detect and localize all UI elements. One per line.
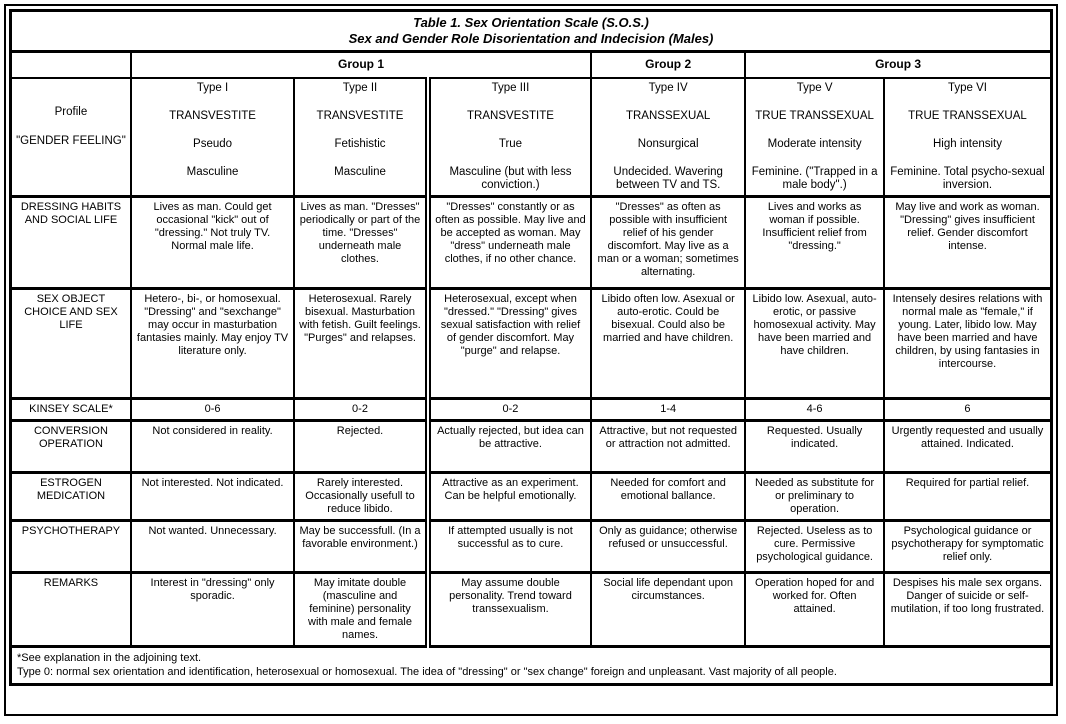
table-cell: Intensely desires relations with normal male as "female," if young. Later, libido low. May have been married and have children, by using fantasies in intercourse. (884, 288, 1052, 398)
type4-profile-cell (591, 78, 745, 197)
type4-heading: Type IV (648, 81, 688, 94)
type1-heading: Type I (196, 81, 229, 94)
type2-profile-cell (294, 78, 428, 197)
table-cell: Needed as substitute for or preliminary to operation. (745, 472, 884, 520)
table-cell: Social life dependant upon circumstances. (591, 572, 745, 646)
row-label-conversion-operation: CONVERSION OPERATION (11, 420, 131, 472)
table-cell: Rejected. Useless as to cure. Permissive psychological guidance. (745, 520, 884, 572)
type6-profile-cell (884, 78, 1052, 197)
row-label-psychotherapy: PSYCHOTHERAPY (11, 520, 131, 572)
table-cell: Actually rejected, but idea can be attractive. (428, 420, 591, 472)
row-label-profile (11, 78, 131, 197)
table-cell: "Dresses" constantly or as often as possible. May live and be accepted as woman. May "dress" underneath male clothes, if no other chance. (428, 196, 591, 288)
type3-name: TRANSVESTITE (467, 109, 554, 122)
type4-subtype: Nonsurgical (637, 137, 699, 150)
type5-profile-cell (745, 78, 884, 197)
table-cell: Interest in "dressing" only sporadic. (131, 572, 294, 646)
table-cell: Heterosexual. Rarely bisexual. Masturbation with fetish. Guilt feelings. "Purges" and relapses. (294, 288, 428, 398)
type1-feeling: Masculine (186, 165, 239, 178)
footnote-line1: *See explanation in the adjoining text. (17, 651, 202, 664)
row-psychotherapy (11, 520, 1052, 572)
table-cell: May imitate double (masculine and feminine) personality with male and female names. (294, 572, 428, 646)
group-header-row (11, 52, 1052, 78)
sex-orientation-scale-table (9, 9, 1053, 686)
table-title-line2: Sex and Gender Role Disorientation and Indecision (Males) (348, 31, 714, 46)
type3-profile-cell (428, 78, 591, 197)
table-outer-frame (4, 4, 1058, 716)
table-cell: Rarely interested. Occasionally usefull to reduce libido. (294, 472, 428, 520)
group3-header: Group 3 (745, 52, 1051, 78)
profile-label-line2: "GENDER FEELING" (16, 134, 126, 147)
type1-subtype: Pseudo (193, 137, 233, 150)
type4-feeling: Undecided. Wavering between TV and TS. (613, 165, 723, 191)
type2-name: TRANSVESTITE (316, 109, 404, 122)
table-title-line1: Table 1. Sex Orientation Scale (S.O.S.) (413, 15, 649, 30)
table-cell: Lives as man. "Dresses" periodically or part of the time. "Dresses" underneath male clothes. (294, 196, 428, 288)
row-kinsey-scale (11, 398, 1052, 420)
table-cell: Lives and works as woman if possible. Insufficient relief from "dressing." (745, 196, 884, 288)
table-cell: Operation hoped for and worked for. Often attained. (745, 572, 884, 646)
group2-header: Group 2 (591, 52, 745, 78)
type3-subtype: True (498, 137, 523, 150)
table-cell: Libido low. Asexual, auto-erotic, or passive homosexual activity. May have been married and have children. (745, 288, 884, 398)
table-cell: Psychological guidance or psychotherapy for symptomatic relief only. (884, 520, 1052, 572)
table-cell: "Dresses" as often as possible with insufficient relief of his gender discomfort. May live as a man or a woman; sometimes alternating. (591, 196, 745, 288)
table-cell: 4-6 (745, 398, 884, 420)
table-cell: May live and work as woman. "Dressing" gives insufficient relief. Gender discomfort intense. (884, 196, 1052, 288)
row-label-remarks: REMARKS (11, 572, 131, 646)
table-cell: Lives as man. Could get occasional "kick" out of "dressing." Not truly TV. Normal male life. (131, 196, 294, 288)
table-cell: 0-2 (294, 398, 428, 420)
table-cell: Libido often low. Asexual or auto-erotic. Could be bisexual. Could also be married and have children. (591, 288, 745, 398)
type6-feeling: Feminine. Total psycho-sexual inversion. (890, 165, 1045, 191)
type5-subtype: Moderate intensity (767, 137, 862, 150)
table-cell: Requested. Usually indicated. (745, 420, 884, 472)
type5-name: TRUE TRANSSEXUAL (755, 109, 874, 122)
row-label-estrogen-medication: ESTROGEN MEDICATION (11, 472, 131, 520)
table-cell: Required for partial relief. (884, 472, 1052, 520)
row-label-dressing-habits: DRESSING HABITS AND SOCIAL LIFE (11, 196, 131, 288)
table-cell: Rejected. (294, 420, 428, 472)
type1-name: TRANSVESTITE (169, 109, 256, 122)
type5-heading: Type V (796, 81, 833, 94)
group-header-empty-cell (11, 52, 131, 78)
table-cell: 1-4 (591, 398, 745, 420)
table-cell: Needed for comfort and emotional ballance. (591, 472, 745, 520)
group1-header: Group 1 (131, 52, 591, 78)
footnote-line2: Type 0: normal sex orientation and identification, heterosexual or homosexual. The idea of "dressing" or "sex change" foreign and unpleasant. Vast majority of all people. (17, 665, 837, 678)
type6-heading: Type VI (947, 81, 987, 94)
profile-row (11, 78, 1052, 197)
table-cell: 0-6 (131, 398, 294, 420)
table-cell: May be successfull. (In a favorable environment.) (294, 520, 428, 572)
row-dressing-habits (11, 196, 1052, 288)
profile-label-line1: Profile (54, 105, 88, 118)
table-cell: Hetero-, bi-, or homosexual. "Dressing" and "sexchange" may occur in masturbation fantasies mainly. May enjoy TV literature only. (131, 288, 294, 398)
row-sex-object-choice (11, 288, 1052, 398)
footnote-row (11, 646, 1052, 684)
footnotes (11, 646, 1052, 684)
row-conversion-operation (11, 420, 1052, 472)
table-cell: Despises his male sex organs. Danger of suicide or self-mutilation, if too long frustrated. (884, 572, 1052, 646)
type6-name: TRUE TRANSSEXUAL (908, 109, 1027, 122)
type3-heading: Type III (491, 81, 530, 94)
type2-feeling: Masculine (334, 165, 386, 178)
table-cell: 6 (884, 398, 1052, 420)
table-cell: Not considered in reality. (131, 420, 294, 472)
table-title-row (11, 11, 1052, 52)
table-cell: 0-2 (428, 398, 591, 420)
type4-name: TRANSSEXUAL (625, 109, 711, 122)
table-cell: Not interested. Not indicated. (131, 472, 294, 520)
type5-feeling: Feminine. ("Trapped in a male body".) (751, 165, 878, 191)
table-cell: Urgently requested and usually attained. Indicated. (884, 420, 1052, 472)
table-cell: If attempted usually is not successful as to cure. (428, 520, 591, 572)
table-cell: May assume double personality. Trend toward transsexualism. (428, 572, 591, 646)
type2-subtype: Fetishistic (334, 137, 386, 150)
row-estrogen-medication (11, 472, 1052, 520)
type3-feeling: Masculine (but with less conviction.) (449, 165, 572, 191)
table-cell: Attractive, but not requested or attraction not admitted. (591, 420, 745, 472)
table-title (11, 11, 1052, 52)
table-cell: Attractive as an experiment. Can be helpful emotionally. (428, 472, 591, 520)
type2-heading: Type II (342, 81, 378, 94)
table-cell: Only as guidance; otherwise refused or unsuccessful. (591, 520, 745, 572)
type6-subtype: High intensity (932, 137, 1003, 150)
row-remarks (11, 572, 1052, 646)
row-label-sex-object-choice: SEX OBJECT CHOICE AND SEX LIFE (11, 288, 131, 398)
type1-profile-cell (131, 78, 294, 197)
row-label-kinsey-scale: KINSEY SCALE* (11, 398, 131, 420)
table-cell: Heterosexual, except when "dressed." "Dressing" gives sexual satisfaction with relief of gender discomfort. May "purge" and relapse. (428, 288, 591, 398)
table-cell: Not wanted. Unnecessary. (131, 520, 294, 572)
